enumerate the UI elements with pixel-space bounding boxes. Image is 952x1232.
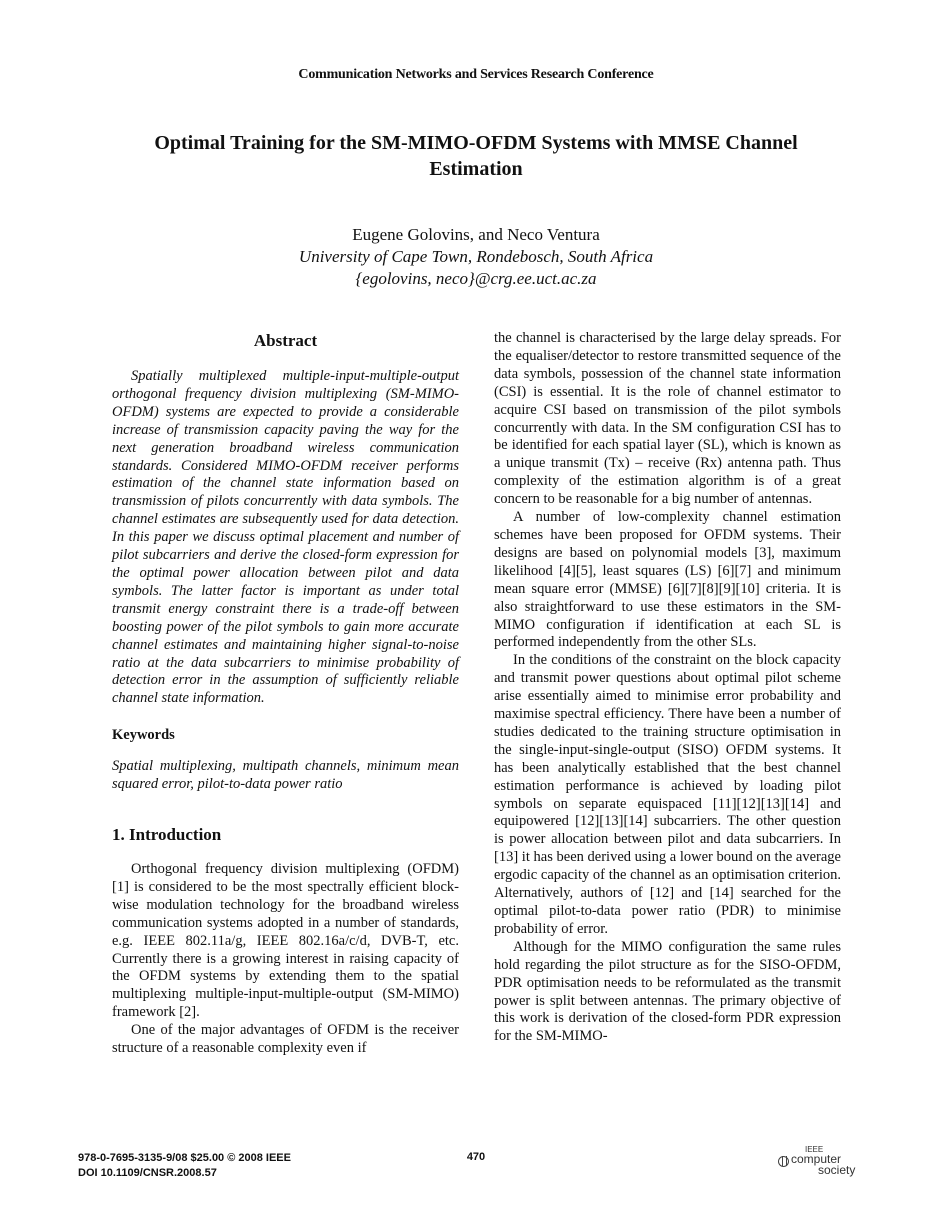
affiliation: University of Cape Town, Rondebosch, South Africa xyxy=(298,247,654,266)
doi-line: DOI 10.1109/CNSR.2008.57 xyxy=(78,1167,217,1179)
intro-paragraph: A number of low-complexity channel estimation schemes have been proposed for OFDM systems. Their designs are based on polynomial models [3], maximum likelihood [4][5], least squares (LS) [6][7] and minimum mean square error (MMSE) [6][7][8][9][10] criteria. It is also straightforward to use these estimators in the SM-MIMO configuration if identification at each SL is performed independently from the other SLs. xyxy=(494,509,841,651)
keywords-heading: Keywords xyxy=(112,727,175,744)
abstract-heading: Abstract xyxy=(253,331,318,350)
logo-ieee-text: IEEE xyxy=(805,1145,824,1154)
right-column xyxy=(494,330,841,1046)
isbn-line: 978-0-7695-3135-9/08 $25.00 © 2008 IEEE xyxy=(78,1152,291,1164)
author-email: {egolovins, neco}@crg.ee.uct.ac.za xyxy=(355,269,597,288)
ieee-logo-icon xyxy=(778,1156,789,1167)
page-number: 470 xyxy=(466,1151,486,1163)
intro-paragraph: Although for the MIMO configuration the same rules hold regarding the pilot structure as for the SISO-OFDM, PDR optimisation needs to be reformulated as the transmit power is split between antennas. The primary objective of this work is derivation of the closed-form PDR expression for the SM-MIMO- xyxy=(494,938,841,1045)
logo-computer-text: computer xyxy=(791,1152,842,1166)
author-block xyxy=(0,224,952,290)
intro-paragraph: One of the major advantages of OFDM is the receiver structure of a reasonable complexity even if xyxy=(112,1022,459,1057)
section-heading-introduction: 1. Introduction xyxy=(112,825,222,845)
conference-header: Communication Networks and Services Research Conference xyxy=(298,67,654,82)
intro-paragraph: In the conditions of the constraint on the block capacity and transmit power questions about optimal pilot scheme arise essentially aimed to minimise error probability and maximise spectral efficiency. There have been a number of studies dedicated to the training structure optimisation in the single-input-single-output (SISO) OFDM systems. It has been analytically established that the best channel estimation performance is achieved by loading pilot symbols on separate equispaced [11][12][13][14] and equipowered [12][13][14] subcarriers. The other question is power allocation between pilot and data subcarriers. In [13] it has been derived using a lower bound on the average ergodic capacity of the channel as an optimisation criterion. Alternatively, authors of [12] and [14] searched for the optimal pilot-to-data power ratio (PDR) to minimise probability of error. xyxy=(494,652,841,937)
abstract-text: Spatially multiplexed multiple-input-multiple-output orthogonal frequency division multiplexing (SM-MIMO-OFDM) systems are expected to provide a considerable increase of transmission capacity paving the way for the next generation broadband wireless communication standards. Considered MIMO-OFDM receiver performs estimation of the channel state information based on transmission of pilots concurrently with data symbols. The channel estimates are subsequently used for data detection. In this paper we discuss optimal placement and number of pilot subcarriers and derive the closed-form expression for the optimal power allocation between pilot and data symbols. The latter factor is important as under total transmit energy constraint there is a trade-off between boosting power of the pilot symbols to gain more accurate channel estimates and maintaining higher signal-to-noise ratio at the data subcarriers to minimise probability of detection error in the assumption of sufficiently reliable channel state information. xyxy=(112,368,459,707)
logo-society-text: society xyxy=(818,1163,856,1177)
intro-paragraph: Orthogonal frequency division multiplexing (OFDM) [1] is considered to be the most spectrally efficient block-wise modulation technology for the broadband wireless communication systems adopted in a number of standards, e.g. IEEE 802.11a/g, IEEE 802.16a/c/d, DVB-T, etc. Currently there is a growing interest in raising capacity of the OFDM systems by extending them to the spatial multiplexing multiple-input-multiple-output (SM-MIMO) framework [2]. xyxy=(112,861,459,1021)
paper-title: Optimal Training for the SM-MIMO-OFDM Systems with MMSE Channel Estimation xyxy=(154,132,798,180)
left-column xyxy=(112,330,459,1058)
keywords-text: Spatial multiplexing, multipath channels, minimum mean squared error, pilot-to-data power ratio xyxy=(112,758,459,793)
intro-paragraph: the channel is characterised by the large delay spreads. For the equaliser/detector to restore transmitted sequence of the data symbols, possession of the channel state information (CSI) is essential. It is the role of channel estimator to acquire CSI based on transmission of the pilot symbols concurrently with data. In the SM configuration CSI has to be identified for each spatial layer (SL), which is known as a unique transmit (Tx) – receive (Rx) antenna path. Thus complexity of the estimation algorithm is of a great concern to be reasonable for a big number of antennas. xyxy=(494,330,841,508)
ieee-computer-society-logo xyxy=(778,1145,864,1179)
author-names: Eugene Golovins, and Neco Ventura xyxy=(352,225,600,244)
